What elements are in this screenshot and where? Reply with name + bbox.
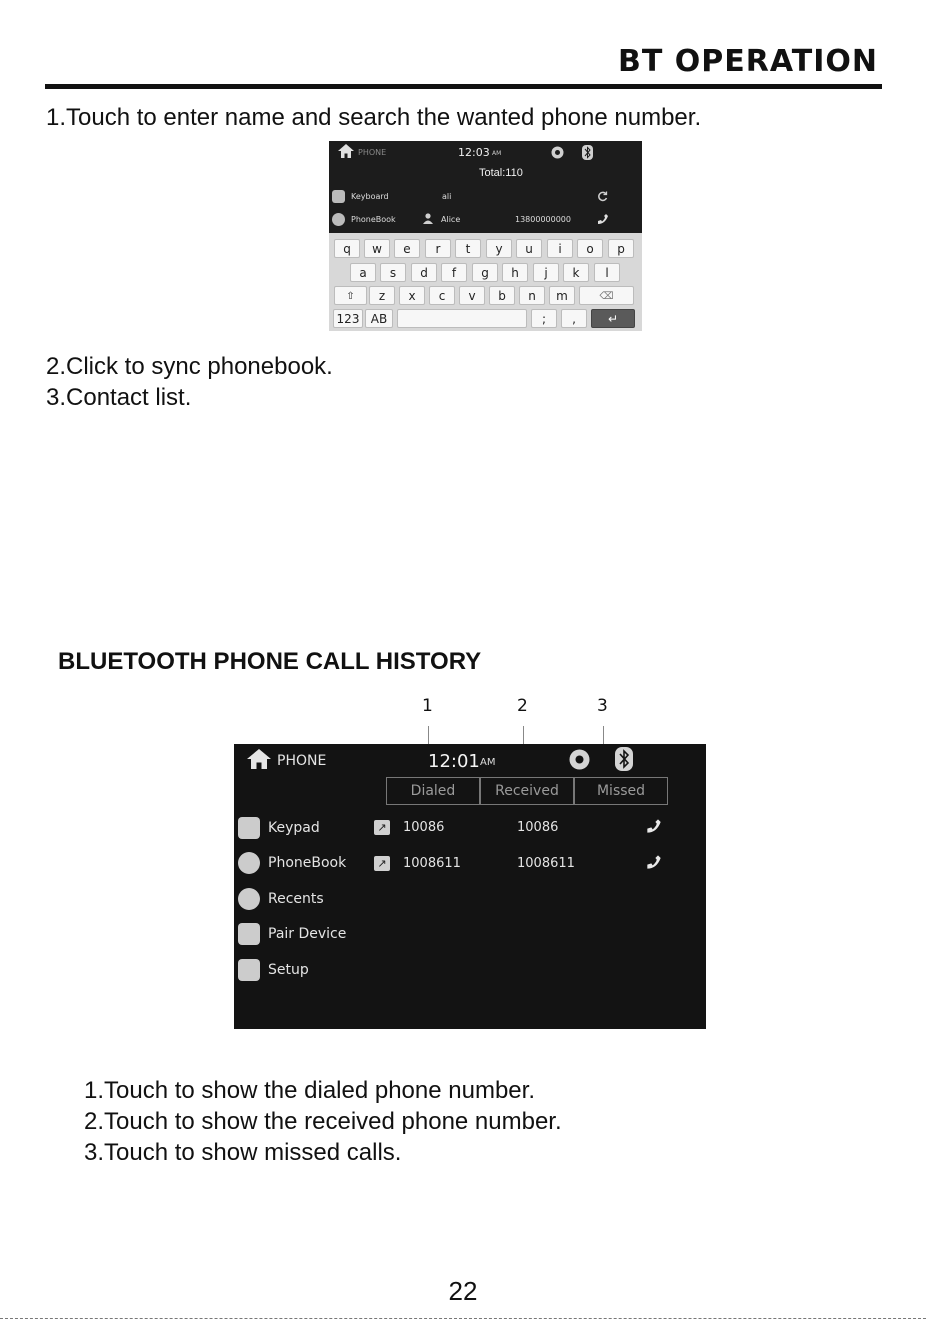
keyboard-label: Keyboard xyxy=(351,192,389,201)
clock-ampm: AM xyxy=(480,757,496,768)
history-step-3-text: 3.Touch to show missed calls. xyxy=(84,1139,402,1166)
key-k[interactable]: k xyxy=(563,263,589,282)
phone-handset-icon[interactable] xyxy=(646,854,662,870)
comma-key[interactable]: , xyxy=(561,309,587,328)
status-bar xyxy=(329,141,642,179)
key-f[interactable]: f xyxy=(441,263,467,282)
pair-device-icon xyxy=(238,923,260,945)
home-icon[interactable] xyxy=(338,144,354,158)
call-row[interactable] xyxy=(374,854,704,878)
key-d[interactable]: d xyxy=(411,263,437,282)
backspace-key[interactable]: ⌫ xyxy=(579,286,634,305)
keyboard-row[interactable] xyxy=(329,186,642,208)
home-icon[interactable] xyxy=(247,749,271,769)
sidebar-item-recents[interactable] xyxy=(238,887,378,911)
sidebar-item-phonebook[interactable] xyxy=(238,851,378,875)
history-step-1-text: 1.Touch to show the dialed phone number. xyxy=(84,1077,535,1104)
settings-icon[interactable] xyxy=(569,749,590,770)
call-row[interactable] xyxy=(374,818,704,842)
key-r[interactable]: r xyxy=(425,239,451,258)
contact-list-item[interactable] xyxy=(329,209,642,231)
keypad-icon xyxy=(332,190,345,203)
sync-icon[interactable] xyxy=(597,191,608,202)
semicolon-key[interactable]: ; xyxy=(531,309,557,328)
sidebar-item-setup[interactable] xyxy=(238,958,378,982)
callout-number: 3 xyxy=(597,696,608,716)
key-z[interactable]: z xyxy=(369,286,395,305)
numbers-key[interactable]: 123 xyxy=(333,309,363,328)
key-n[interactable]: n xyxy=(519,286,545,305)
key-j[interactable]: j xyxy=(533,263,559,282)
sidebar-item-label: PhoneBook xyxy=(268,855,347,871)
contact-person-icon xyxy=(423,213,433,224)
sidebar-item-label: Recents xyxy=(268,891,324,907)
key-v[interactable]: v xyxy=(459,286,485,305)
section-title: BLUETOOTH PHONE CALL HISTORY xyxy=(58,648,482,675)
clock-icon xyxy=(238,888,260,910)
callout-number: 1 xyxy=(422,696,433,716)
call-number: 1008611 xyxy=(403,856,461,871)
clock-time: 12:03 xyxy=(458,146,490,159)
key-g[interactable]: g xyxy=(472,263,498,282)
contact-name: Alice xyxy=(441,215,461,224)
key-p[interactable]: p xyxy=(608,239,634,258)
sidebar-item-label: Setup xyxy=(268,962,309,978)
search-value[interactable]: ali xyxy=(442,192,452,201)
bluetooth-icon[interactable] xyxy=(615,747,633,771)
call-number: 10086 xyxy=(403,820,445,835)
on-screen-keyboard xyxy=(329,233,642,331)
key-t[interactable]: t xyxy=(455,239,481,258)
key-q[interactable]: q xyxy=(334,239,360,258)
arrow-up-right-icon: ↗ xyxy=(374,820,390,835)
call-name: 10086 xyxy=(517,820,559,835)
header-rule xyxy=(45,84,882,89)
key-m[interactable]: m xyxy=(549,286,575,305)
sidebar-item-pair-device[interactable] xyxy=(238,922,378,946)
callout-number: 2 xyxy=(517,696,528,716)
step-3-text: 3.Contact list. xyxy=(46,384,192,411)
app-label: PHONE xyxy=(358,148,387,157)
sidebar-item-label: Pair Device xyxy=(268,926,347,942)
call-name: 1008611 xyxy=(517,856,575,871)
page-number: 22 xyxy=(448,1276,478,1306)
total-count: Total:110 xyxy=(479,167,523,179)
sidebar-item-keypad[interactable] xyxy=(238,816,378,840)
settings-icon[interactable] xyxy=(551,146,564,159)
app-label: PHONE xyxy=(277,753,327,769)
step-1-text: 1.Touch to enter name and search the wanted phone number. xyxy=(46,104,702,131)
phonebook-icon xyxy=(238,852,260,874)
shift-key[interactable]: ⇧ xyxy=(334,286,367,305)
key-i[interactable]: i xyxy=(547,239,573,258)
key-e[interactable]: e xyxy=(394,239,420,258)
phone-handset-icon[interactable] xyxy=(646,818,662,834)
enter-key[interactable]: ↵ xyxy=(591,309,635,328)
phonebook-label: PhoneBook xyxy=(351,215,396,224)
sidebar-item-label: Keypad xyxy=(268,820,320,836)
key-y[interactable]: y xyxy=(486,239,512,258)
page-footer-rule xyxy=(0,1318,926,1319)
tab-dialed[interactable]: Dialed xyxy=(386,777,480,805)
key-x[interactable]: x xyxy=(399,286,425,305)
keypad-icon xyxy=(238,817,260,839)
clock-time: 12:01 xyxy=(428,751,480,772)
key-l[interactable]: l xyxy=(594,263,620,282)
case-key[interactable]: AB xyxy=(365,309,393,328)
phonebook-icon xyxy=(332,213,345,226)
key-u[interactable]: u xyxy=(516,239,542,258)
key-o[interactable]: o xyxy=(577,239,603,258)
clock-ampm: AM xyxy=(492,150,502,157)
key-s[interactable]: s xyxy=(380,263,406,282)
bluetooth-icon[interactable] xyxy=(582,145,593,160)
arrow-up-right-icon: ↗ xyxy=(374,856,390,871)
section-header-title: BT OPERATION xyxy=(618,44,878,79)
key-w[interactable]: w xyxy=(364,239,390,258)
tab-missed[interactable]: Missed xyxy=(574,777,668,805)
key-c[interactable]: c xyxy=(429,286,455,305)
phone-handset-icon[interactable] xyxy=(597,213,609,225)
gear-icon xyxy=(238,959,260,981)
history-step-2-text: 2.Touch to show the received phone number. xyxy=(84,1108,562,1135)
call-history-screen xyxy=(234,744,706,1029)
contact-number: 13800000000 xyxy=(515,215,571,224)
step-2-text: 2.Click to sync phonebook. xyxy=(46,353,333,380)
key-b[interactable]: b xyxy=(489,286,515,305)
space-key[interactable] xyxy=(397,309,527,328)
key-a[interactable]: a xyxy=(350,263,376,282)
key-h[interactable]: h xyxy=(502,263,528,282)
tab-received[interactable]: Received xyxy=(480,777,574,805)
phonebook-search-screen xyxy=(329,141,642,331)
